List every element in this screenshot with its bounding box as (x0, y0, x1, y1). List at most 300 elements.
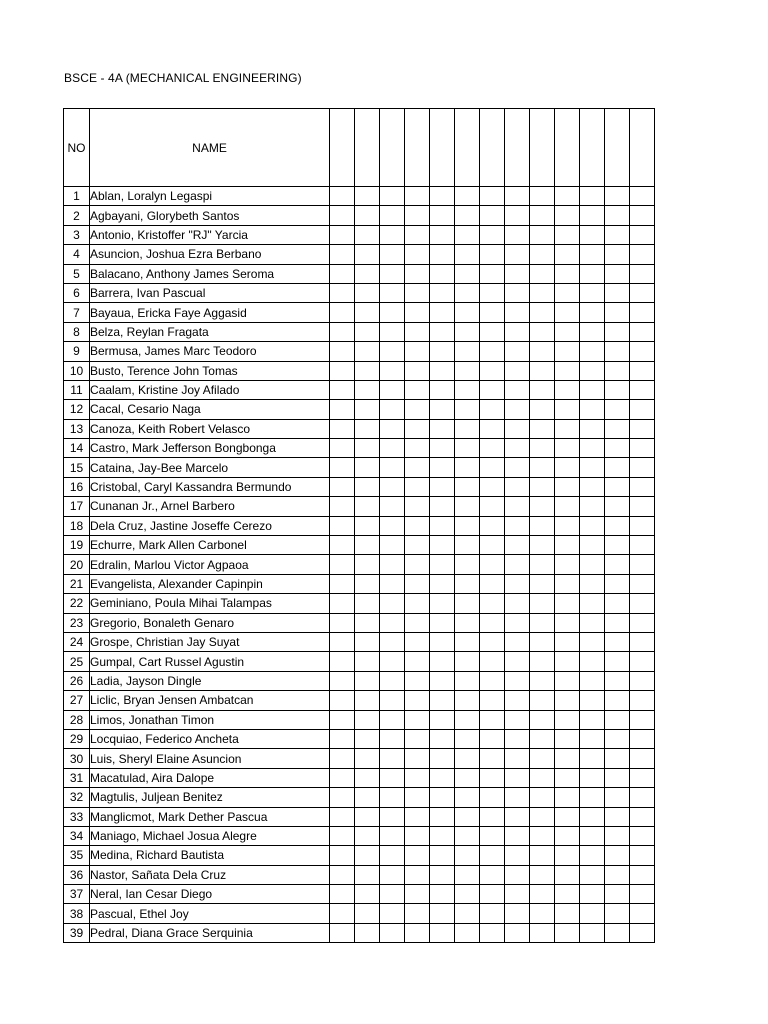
blank-mark-cell (555, 264, 580, 283)
blank-mark-cell (580, 768, 605, 787)
blank-mark-cell (580, 885, 605, 904)
blank-mark-cell (455, 923, 480, 942)
blank-mark-cell (630, 439, 655, 458)
table-row (64, 283, 655, 302)
table-row (64, 361, 655, 380)
blank-mark-cell (380, 574, 405, 593)
row-number: 4 (64, 245, 90, 264)
blank-mark-cell (480, 632, 505, 651)
blank-mark-cell (455, 361, 480, 380)
blank-mark-cell (430, 206, 455, 225)
blank-mark-cell (505, 477, 530, 496)
blank-mark-cell (405, 923, 430, 942)
blank-mark-cell (605, 632, 630, 651)
blank-mark-cell (580, 613, 605, 632)
table-row (64, 342, 655, 361)
blank-mark-cell (480, 187, 505, 206)
blank-mark-cell (455, 206, 480, 225)
blank-mark-cell (355, 652, 380, 671)
row-number: 6 (64, 283, 90, 302)
blank-mark-cell (405, 283, 430, 302)
table-row (64, 768, 655, 787)
blank-mark-cell (430, 594, 455, 613)
blank-mark-cell (555, 303, 580, 322)
header-blank-cell (405, 109, 430, 187)
blank-mark-cell (630, 283, 655, 302)
header-blank-cell (555, 109, 580, 187)
blank-mark-cell (480, 536, 505, 555)
blank-mark-cell (530, 187, 555, 206)
blank-mark-cell (580, 652, 605, 671)
blank-mark-cell (630, 206, 655, 225)
blank-mark-cell (630, 904, 655, 923)
blank-mark-cell (430, 846, 455, 865)
blank-mark-cell (605, 361, 630, 380)
blank-mark-cell (330, 187, 355, 206)
blank-mark-cell (430, 788, 455, 807)
blank-mark-cell (355, 768, 380, 787)
blank-mark-cell (330, 729, 355, 748)
blank-mark-cell (530, 885, 555, 904)
blank-mark-cell (480, 594, 505, 613)
blank-mark-cell (555, 613, 580, 632)
blank-mark-cell (530, 923, 555, 942)
blank-mark-cell (555, 768, 580, 787)
student-name: Medina, Richard Bautista (90, 846, 330, 865)
blank-mark-cell (355, 555, 380, 574)
blank-mark-cell (605, 807, 630, 826)
blank-mark-cell (630, 477, 655, 496)
blank-mark-cell (605, 283, 630, 302)
blank-mark-cell (505, 342, 530, 361)
row-number: 10 (64, 361, 90, 380)
blank-mark-cell (480, 380, 505, 399)
row-number: 37 (64, 885, 90, 904)
table-row (64, 380, 655, 399)
blank-mark-cell (355, 419, 380, 438)
blank-mark-cell (530, 439, 555, 458)
blank-mark-cell (355, 594, 380, 613)
blank-mark-cell (380, 594, 405, 613)
table-row (64, 807, 655, 826)
row-number: 21 (64, 574, 90, 593)
blank-mark-cell (530, 749, 555, 768)
blank-mark-cell (355, 322, 380, 341)
blank-mark-cell (605, 419, 630, 438)
blank-mark-cell (355, 225, 380, 244)
blank-mark-cell (355, 788, 380, 807)
blank-mark-cell (530, 283, 555, 302)
student-name: Edralin, Marlou Victor Agpaoa (90, 555, 330, 574)
blank-mark-cell (480, 458, 505, 477)
student-name: Canoza, Keith Robert Velasco (90, 419, 330, 438)
blank-mark-cell (355, 400, 380, 419)
blank-mark-cell (430, 303, 455, 322)
blank-mark-cell (530, 536, 555, 555)
blank-mark-cell (405, 439, 430, 458)
blank-mark-cell (505, 691, 530, 710)
table-row (64, 497, 655, 516)
blank-mark-cell (330, 264, 355, 283)
blank-mark-cell (455, 380, 480, 399)
blank-mark-cell (405, 225, 430, 244)
blank-mark-cell (330, 206, 355, 225)
blank-mark-cell (555, 691, 580, 710)
blank-mark-cell (455, 516, 480, 535)
blank-mark-cell (505, 400, 530, 419)
row-number: 27 (64, 691, 90, 710)
blank-mark-cell (505, 497, 530, 516)
blank-mark-cell (380, 729, 405, 748)
blank-mark-cell (530, 477, 555, 496)
blank-mark-cell (330, 245, 355, 264)
header-blank-cell (430, 109, 455, 187)
blank-mark-cell (330, 846, 355, 865)
blank-mark-cell (555, 729, 580, 748)
row-number: 38 (64, 904, 90, 923)
blank-mark-cell (555, 187, 580, 206)
blank-mark-cell (330, 691, 355, 710)
row-number: 3 (64, 225, 90, 244)
blank-mark-cell (380, 419, 405, 438)
student-name: Grospe, Christian Jay Suyat (90, 632, 330, 651)
row-number: 29 (64, 729, 90, 748)
blank-mark-cell (430, 555, 455, 574)
blank-mark-cell (380, 613, 405, 632)
blank-mark-cell (405, 671, 430, 690)
blank-mark-cell (380, 691, 405, 710)
blank-mark-cell (505, 574, 530, 593)
table-row (64, 206, 655, 225)
blank-mark-cell (530, 264, 555, 283)
blank-mark-cell (630, 613, 655, 632)
blank-mark-cell (430, 632, 455, 651)
blank-mark-cell (605, 691, 630, 710)
blank-mark-cell (330, 671, 355, 690)
blank-mark-cell (430, 536, 455, 555)
row-number: 14 (64, 439, 90, 458)
blank-mark-cell (555, 225, 580, 244)
student-name: Cacal, Cesario Naga (90, 400, 330, 419)
table-row (64, 536, 655, 555)
blank-mark-cell (555, 923, 580, 942)
blank-mark-cell (555, 245, 580, 264)
blank-mark-cell (355, 283, 380, 302)
blank-mark-cell (505, 458, 530, 477)
blank-mark-cell (580, 555, 605, 574)
blank-mark-cell (505, 729, 530, 748)
blank-mark-cell (555, 826, 580, 845)
blank-mark-cell (330, 594, 355, 613)
blank-mark-cell (630, 497, 655, 516)
blank-mark-cell (555, 885, 580, 904)
blank-mark-cell (405, 245, 430, 264)
blank-mark-cell (455, 846, 480, 865)
blank-mark-cell (380, 361, 405, 380)
blank-mark-cell (355, 574, 380, 593)
header-no: NO (64, 109, 90, 187)
blank-mark-cell (605, 885, 630, 904)
row-number: 33 (64, 807, 90, 826)
row-number: 17 (64, 497, 90, 516)
blank-mark-cell (355, 342, 380, 361)
blank-mark-cell (355, 923, 380, 942)
blank-mark-cell (630, 729, 655, 748)
blank-mark-cell (430, 923, 455, 942)
header-blank-cell (480, 109, 505, 187)
blank-mark-cell (330, 380, 355, 399)
blank-mark-cell (455, 749, 480, 768)
blank-mark-cell (530, 768, 555, 787)
blank-mark-cell (330, 923, 355, 942)
blank-mark-cell (430, 768, 455, 787)
blank-mark-cell (355, 439, 380, 458)
blank-mark-cell (380, 885, 405, 904)
student-name: Evangelista, Alexander Capinpin (90, 574, 330, 593)
table-row (64, 632, 655, 651)
blank-mark-cell (330, 749, 355, 768)
row-number: 11 (64, 380, 90, 399)
blank-mark-cell (455, 225, 480, 244)
blank-mark-cell (505, 768, 530, 787)
row-number: 7 (64, 303, 90, 322)
row-number: 2 (64, 206, 90, 225)
blank-mark-cell (555, 807, 580, 826)
blank-mark-cell (330, 283, 355, 302)
blank-mark-cell (580, 632, 605, 651)
blank-mark-cell (380, 768, 405, 787)
blank-mark-cell (580, 671, 605, 690)
blank-mark-cell (530, 322, 555, 341)
blank-mark-cell (630, 225, 655, 244)
blank-mark-cell (555, 555, 580, 574)
table-row (64, 613, 655, 632)
blank-mark-cell (430, 613, 455, 632)
blank-mark-cell (630, 594, 655, 613)
blank-mark-cell (455, 400, 480, 419)
blank-mark-cell (405, 361, 430, 380)
row-number: 20 (64, 555, 90, 574)
blank-mark-cell (580, 729, 605, 748)
row-number: 16 (64, 477, 90, 496)
blank-mark-cell (405, 885, 430, 904)
blank-mark-cell (630, 419, 655, 438)
blank-mark-cell (630, 303, 655, 322)
row-number: 5 (64, 264, 90, 283)
blank-mark-cell (505, 361, 530, 380)
blank-mark-cell (505, 885, 530, 904)
blank-mark-cell (580, 458, 605, 477)
blank-mark-cell (555, 283, 580, 302)
blank-mark-cell (405, 555, 430, 574)
blank-mark-cell (605, 865, 630, 884)
blank-mark-cell (480, 303, 505, 322)
blank-mark-cell (605, 477, 630, 496)
blank-mark-cell (430, 807, 455, 826)
blank-mark-cell (330, 361, 355, 380)
blank-mark-cell (580, 342, 605, 361)
blank-mark-cell (605, 400, 630, 419)
blank-mark-cell (405, 516, 430, 535)
blank-mark-cell (505, 923, 530, 942)
blank-mark-cell (480, 788, 505, 807)
blank-mark-cell (380, 303, 405, 322)
table-row (64, 419, 655, 438)
blank-mark-cell (530, 632, 555, 651)
blank-mark-cell (355, 885, 380, 904)
blank-mark-cell (405, 574, 430, 593)
blank-mark-cell (555, 458, 580, 477)
header-blank-cell (580, 109, 605, 187)
blank-mark-cell (530, 904, 555, 923)
blank-mark-cell (455, 613, 480, 632)
blank-mark-cell (580, 594, 605, 613)
blank-mark-cell (330, 768, 355, 787)
blank-mark-cell (330, 865, 355, 884)
blank-mark-cell (555, 865, 580, 884)
blank-mark-cell (580, 245, 605, 264)
header-blank-cell (505, 109, 530, 187)
student-name: Castro, Mark Jefferson Bongbonga (90, 439, 330, 458)
blank-mark-cell (530, 671, 555, 690)
blank-mark-cell (630, 536, 655, 555)
blank-mark-cell (380, 710, 405, 729)
blank-mark-cell (505, 846, 530, 865)
blank-mark-cell (455, 594, 480, 613)
blank-mark-cell (455, 807, 480, 826)
blank-mark-cell (330, 807, 355, 826)
blank-mark-cell (505, 594, 530, 613)
blank-mark-cell (580, 807, 605, 826)
blank-mark-cell (380, 342, 405, 361)
blank-mark-cell (330, 322, 355, 341)
blank-mark-cell (330, 574, 355, 593)
blank-mark-cell (430, 283, 455, 302)
blank-mark-cell (430, 729, 455, 748)
blank-mark-cell (480, 826, 505, 845)
blank-mark-cell (480, 400, 505, 419)
blank-mark-cell (355, 245, 380, 264)
blank-mark-cell (630, 400, 655, 419)
blank-mark-cell (380, 264, 405, 283)
blank-mark-cell (530, 245, 555, 264)
blank-mark-cell (530, 710, 555, 729)
blank-mark-cell (480, 691, 505, 710)
blank-mark-cell (605, 439, 630, 458)
blank-mark-cell (455, 652, 480, 671)
student-name: Geminiano, Poula Mihai Talampas (90, 594, 330, 613)
blank-mark-cell (480, 439, 505, 458)
blank-mark-cell (355, 826, 380, 845)
student-name: Cataina, Jay-Bee Marcelo (90, 458, 330, 477)
table-row (64, 594, 655, 613)
blank-mark-cell (505, 555, 530, 574)
blank-mark-cell (605, 652, 630, 671)
blank-mark-cell (480, 225, 505, 244)
blank-mark-cell (330, 788, 355, 807)
blank-mark-cell (555, 361, 580, 380)
blank-mark-cell (505, 536, 530, 555)
blank-mark-cell (505, 516, 530, 535)
blank-mark-cell (630, 788, 655, 807)
row-number: 23 (64, 613, 90, 632)
blank-mark-cell (355, 710, 380, 729)
blank-mark-cell (580, 439, 605, 458)
blank-mark-cell (630, 691, 655, 710)
blank-mark-cell (480, 749, 505, 768)
blank-mark-cell (505, 807, 530, 826)
table-row (64, 671, 655, 690)
blank-mark-cell (530, 652, 555, 671)
blank-mark-cell (405, 613, 430, 632)
student-name: Locquiao, Federico Ancheta (90, 729, 330, 748)
blank-mark-cell (430, 885, 455, 904)
blank-mark-cell (380, 400, 405, 419)
blank-mark-cell (630, 187, 655, 206)
table-row (64, 574, 655, 593)
blank-mark-cell (430, 225, 455, 244)
blank-mark-cell (580, 419, 605, 438)
blank-mark-cell (555, 342, 580, 361)
blank-mark-cell (405, 342, 430, 361)
blank-mark-cell (480, 497, 505, 516)
blank-mark-cell (405, 788, 430, 807)
blank-mark-cell (355, 632, 380, 651)
blank-mark-cell (455, 458, 480, 477)
blank-mark-cell (405, 768, 430, 787)
blank-mark-cell (330, 458, 355, 477)
table-row (64, 788, 655, 807)
blank-mark-cell (455, 497, 480, 516)
blank-mark-cell (380, 206, 405, 225)
student-name: Gumpal, Cart Russel Agustin (90, 652, 330, 671)
blank-mark-cell (580, 380, 605, 399)
blank-mark-cell (455, 536, 480, 555)
blank-mark-cell (330, 419, 355, 438)
blank-mark-cell (355, 691, 380, 710)
blank-mark-cell (630, 264, 655, 283)
blank-mark-cell (580, 283, 605, 302)
blank-mark-cell (405, 729, 430, 748)
blank-mark-cell (530, 807, 555, 826)
blank-mark-cell (580, 865, 605, 884)
blank-mark-cell (580, 322, 605, 341)
blank-mark-cell (430, 400, 455, 419)
blank-mark-cell (330, 826, 355, 845)
blank-mark-cell (430, 245, 455, 264)
blank-mark-cell (380, 632, 405, 651)
blank-mark-cell (430, 865, 455, 884)
blank-mark-cell (480, 245, 505, 264)
blank-mark-cell (480, 865, 505, 884)
blank-mark-cell (630, 671, 655, 690)
blank-mark-cell (580, 477, 605, 496)
blank-mark-cell (580, 749, 605, 768)
blank-mark-cell (380, 380, 405, 399)
blank-mark-cell (480, 361, 505, 380)
blank-mark-cell (430, 419, 455, 438)
blank-mark-cell (355, 807, 380, 826)
table-row (64, 749, 655, 768)
table-row (64, 826, 655, 845)
blank-mark-cell (480, 342, 505, 361)
blank-mark-cell (505, 187, 530, 206)
blank-mark-cell (630, 342, 655, 361)
blank-mark-cell (480, 671, 505, 690)
blank-mark-cell (405, 865, 430, 884)
blank-mark-cell (580, 904, 605, 923)
blank-mark-cell (630, 322, 655, 341)
